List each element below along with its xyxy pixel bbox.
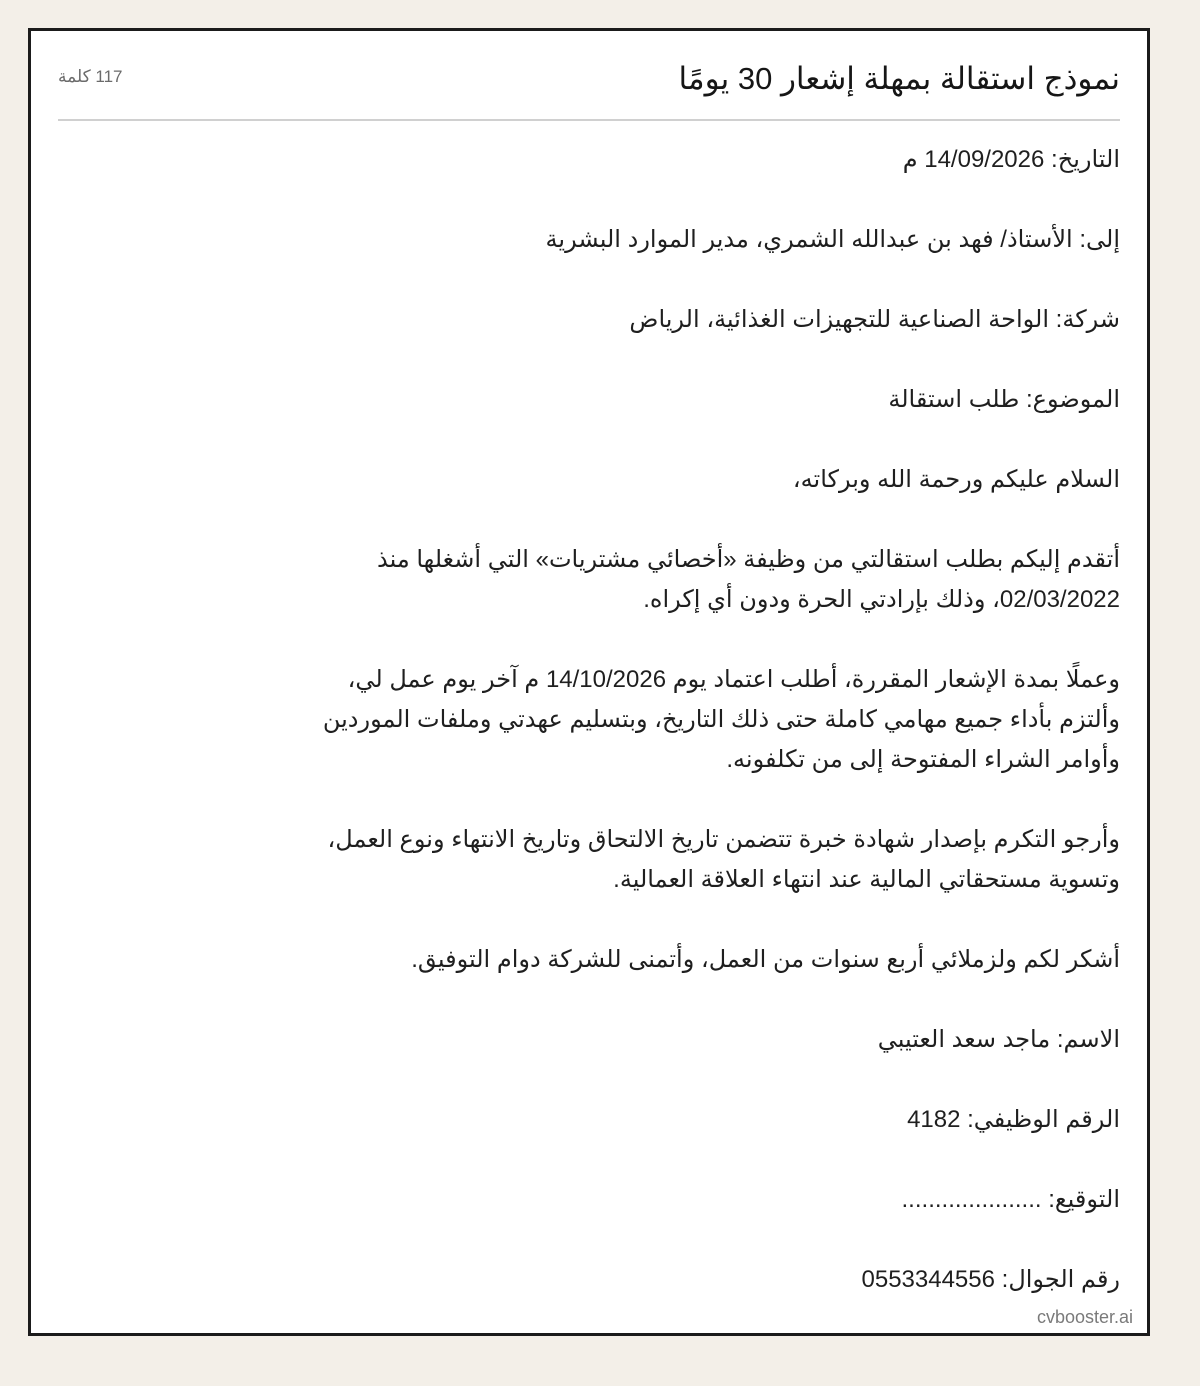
letter-greeting: السلام عليكم ورحمة الله وبركاته، <box>792 466 1120 493</box>
letter-paragraph-notice: وعملًا بمدة الإشعار المقررة، أطلب اعتماد يوم 14/10/2026 م آخر يوم عمل لي، وألتزم بأداء جميع مهامي كاملة حتى ذلك التاريخ، وبتسليم عهدتي وملفات الموردين وأوامر الشراء المفتوحة إلى من تكلفونه. <box>322 666 1120 773</box>
letter-body <box>290 140 1120 1300</box>
sender-name: الاسم: ماجد سعد العتيبي <box>877 1026 1120 1053</box>
letter-paragraph-resignation: أتقدم إليكم بطلب استقالتي من وظيفة «أخصائي مشتريات» التي أشغلها منذ 02/03/2022، وذلك بإرادتي الحرة ودون أي إكراه. <box>377 546 1120 613</box>
mobile-number: رقم الجوال: 0553344556 <box>861 1266 1120 1293</box>
signature-line: التوقيع: ..................... <box>901 1186 1120 1213</box>
watermark: cvbooster.ai <box>1037 1307 1134 1327</box>
document-header <box>58 57 1120 121</box>
document-page <box>28 28 1150 1336</box>
letter-paragraph-certificate: وأرجو التكرم بإصدار شهادة خبرة تتضمن تاريخ الالتحاق وتاريخ الانتهاء ونوع العمل، وتسوية مستحقاتي المالية عند انتهاء العلاقة العمالية. <box>327 826 1120 893</box>
letter-date: التاريخ: 14/09/2026 م <box>902 146 1120 173</box>
letter-company: شركة: الواحة الصناعية للتجهيزات الغذائية، الرياض <box>629 306 1120 333</box>
document-title: نموذج استقالة بمهلة إشعار 30 يومًا <box>678 61 1120 96</box>
employee-number: الرقم الوظيفي: 4182 <box>907 1106 1120 1133</box>
letter-subject: الموضوع: طلب استقالة <box>888 386 1120 413</box>
letter-paragraph-thanks: أشكر لكم ولزملائي أربع سنوات من العمل، وأتمنى للشركة دوام التوفيق. <box>411 946 1120 973</box>
word-count-badge: 117 كلمة <box>58 67 123 86</box>
letter-recipient: إلى: الأستاذ/ فهد بن عبدالله الشمري، مدير الموارد البشرية <box>545 226 1120 253</box>
